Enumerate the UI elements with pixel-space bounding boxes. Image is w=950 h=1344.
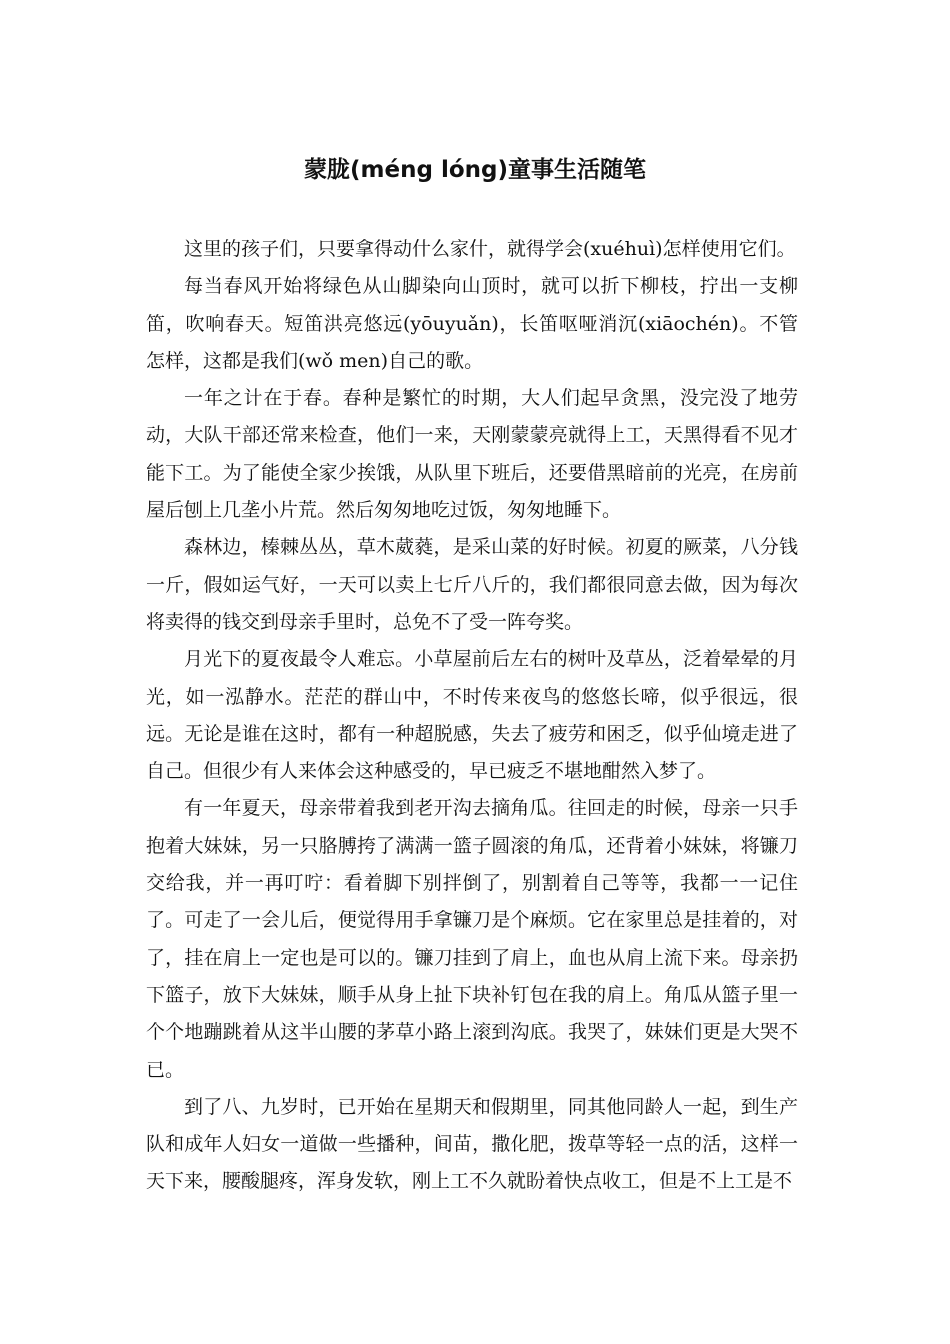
document-body [146, 231, 798, 1201]
paragraph: 一年之计在于春。春种是繁忙的时期，大人们起早贪黑，没完没了地劳动，大队干部还常来检查，他们一来，天刚蒙蒙亮就得上工，天黑得看不见才能下工。为了能使全家少挨饿，从队里下班后，还要借黑暗前的光亮，在房前屋后刨上几垄小片荒。然后匆匆地吃过饭，匆匆地睡下。 [146, 387, 798, 522]
paragraph: 有一年夏天，母亲带着我到老开沟去摘角瓜。往回走的时候，母亲一只手抱着大妹妹，另一只胳膊挎了满满一篮子圆滚的角瓜，还背着小妹妹，将镰刀交给我，并一再叮咛：看着脚下别拌倒了，别割着自己等等，我都一一记住了。可走了一会儿后，便觉得用手拿镰刀是个麻烦。它在家里总是挂着的，对了，挂在肩上一定也是可以的。镰刀挂到了肩上，血也从肩上流下来。母亲扔下篮子，放下大妹妹，顺手从身上扯下块补钉包在我的肩上。角瓜从篮子里一个个地蹦跳着从这半山腰的茅草小路上滚到沟底。我哭了，妹妹们更是大哭不已。 [146, 797, 798, 1081]
paragraph: 月光下的夏夜最令人难忘。小草屋前后左右的树叶及草丛，泛着晕晕的月光，如一泓静水。茫茫的群山中，不时传来夜鸟的悠悠长啼，似乎很远，很远。无论是谁在这时，都有一种超脱感，失去了疲劳和困乏，似乎仙境走进了自己。但很少有人来体会这种感受的，早已疲乏不堪地酣然入梦了。 [146, 648, 798, 783]
paragraph: 到了八、九岁时，已开始在星期天和假期里，同其他同龄人一起，到生产队和成年人妇女一道做一些播种，间苗，撒化肥，拨草等轻一点的活，这样一天下来，腰酸腿疼，浑身发软，刚上工不久就盼着快点收工，但是不上工是不 [146, 1095, 798, 1193]
document-title: 蒙胧(méng lóng)童事生活随笔 [304, 157, 646, 183]
paragraph: 这里的孩子们，只要拿得动什么家什，就得学会(xuéhuì)怎样使用它们。 [184, 238, 796, 260]
paragraph: 森林边，榛棘丛丛，草木葳蕤，是采山菜的好时候。初夏的厥菜，八分钱一斤，假如运气好，一天可以卖上七斤八斤的，我们都很同意去做，因为每次将卖得的钱交到母亲手里时，总免不了受一阵夸奖。 [146, 536, 798, 633]
paragraph: 每当春风开始将绿色从山脚染向山顶时，就可以折下柳枝，拧出一支柳笛，吹响春天。短笛洪亮悠远(yōuyuǎn)，长笛呕哑消沉(xiāochén)。不管怎样，这都是我们(wǒ men)自己的歌。 [146, 275, 798, 372]
